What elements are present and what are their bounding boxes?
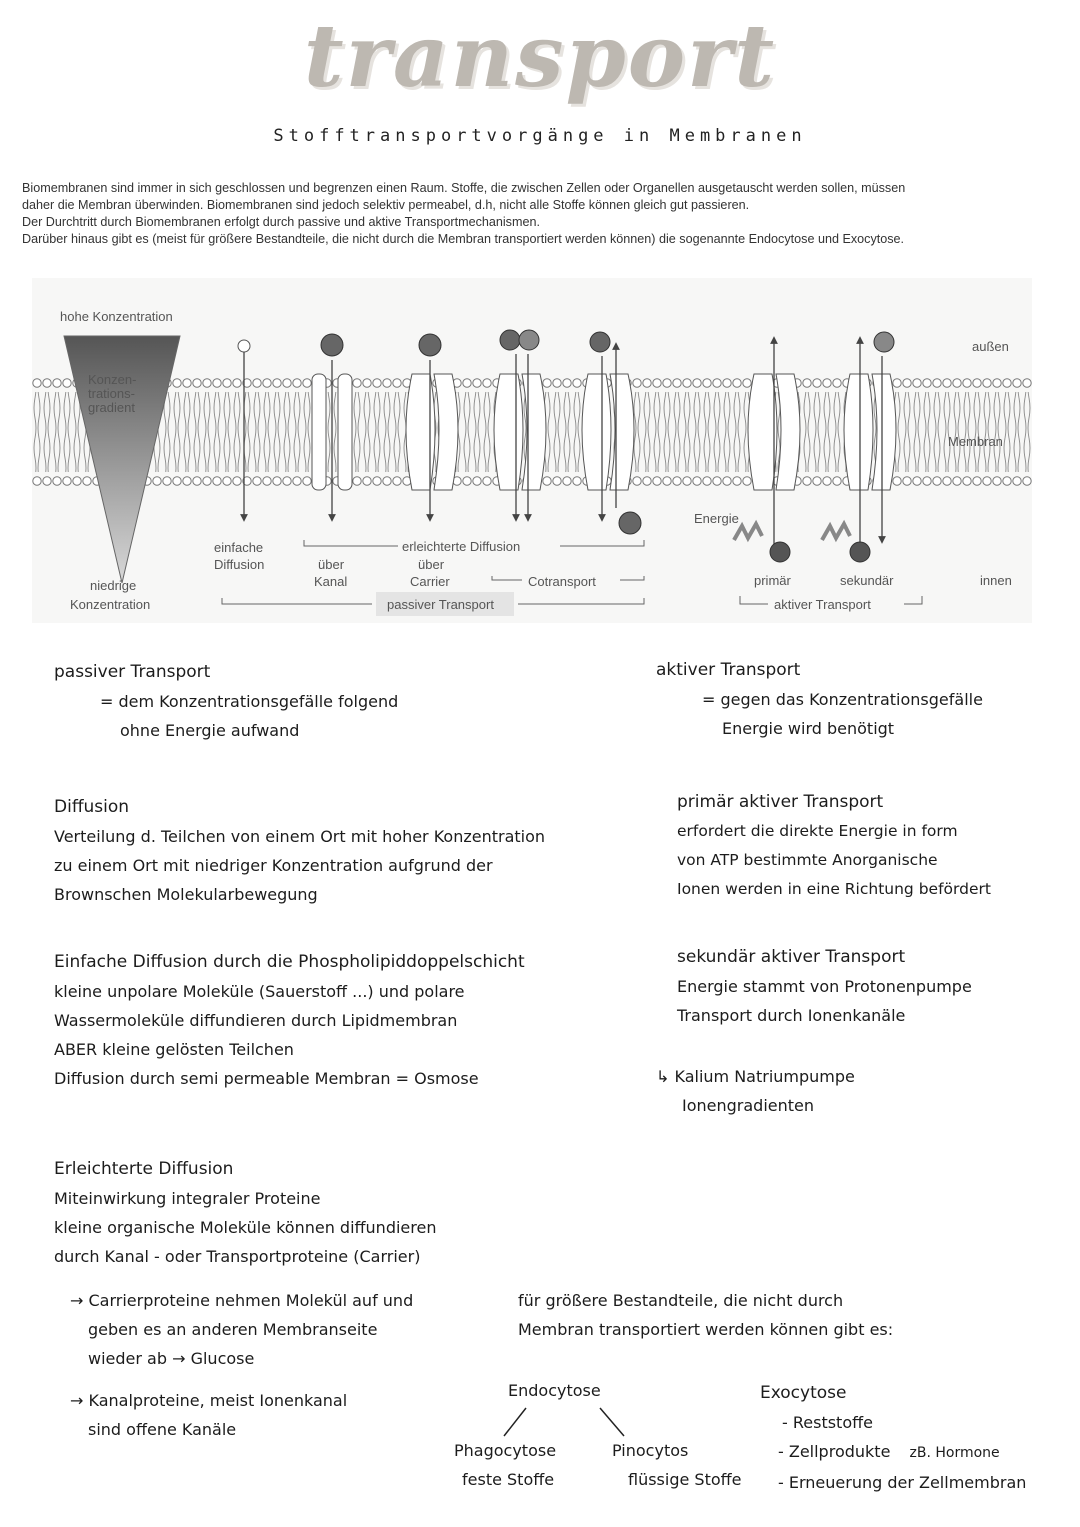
small-molecule-icon xyxy=(238,340,250,352)
label-gradient-2: trations- xyxy=(88,386,135,401)
intro-line: daher die Membran überwinden. Biomembranen sind jedoch selektiv permeabel, d.h, nicht alle Stoffe können gleich gut passieren. xyxy=(22,198,750,212)
endocytose-title: Endocytose xyxy=(508,1381,601,1400)
exocytose-example: zB. Hormone xyxy=(909,1445,1000,1461)
erleichterte-title: Erleichterte Diffusion xyxy=(54,1159,234,1179)
phagocytose-sub: feste Stoffe xyxy=(462,1470,555,1489)
groesser-line: für größere Bestandteile, die nicht durch xyxy=(518,1291,844,1310)
membrane-diagram xyxy=(32,278,1032,623)
aktiv-title: aktiver Transport xyxy=(656,660,801,680)
carrier-line: geben es an anderen Membranseite xyxy=(88,1320,378,1339)
einfache-section xyxy=(54,948,525,1093)
erleichterte-line: kleine organische Moleküle können diffundieren xyxy=(54,1218,437,1237)
primaer-line: erfordert die direkte Energie in form xyxy=(677,822,958,840)
label-gradient-3: gradient xyxy=(88,400,135,415)
label-membran: Membran xyxy=(948,434,1003,449)
sekundaer-title: sekundär aktiver Transport xyxy=(677,947,906,967)
exocytose-section xyxy=(760,1379,1026,1497)
sekundaer-line: Transport durch Ionenkanäle xyxy=(677,1006,906,1025)
label-erleichterte-diffusion: erleichterte Diffusion xyxy=(402,539,521,554)
exocytose-item: - Erneuerung der Zellmembran xyxy=(778,1473,1027,1492)
sekundaer-section xyxy=(677,943,972,1030)
pinocytose-section xyxy=(612,1436,742,1494)
label-aussen: außen xyxy=(972,339,1009,354)
energy-label: Energie xyxy=(694,511,739,526)
groesser-line: Membran transportiert werden können gibt es: xyxy=(518,1320,894,1339)
pinocytose-label: Pinocytos xyxy=(612,1441,689,1460)
molecule-icon xyxy=(419,334,441,356)
kalium-line: Ionengradienten xyxy=(682,1096,815,1115)
passiv-title: passiver Transport xyxy=(54,662,211,682)
primaer-title: primär aktiver Transport xyxy=(677,792,884,812)
endocytose-branches xyxy=(490,1404,640,1438)
erleichterte-line: durch Kanal - oder Transportproteine (Carrier) xyxy=(54,1247,421,1266)
einfache-line: kleine unpolare Moleküle (Sauerstoff ...) und polare xyxy=(54,982,465,1001)
label-hohe-konzentration: hohe Konzentration xyxy=(60,309,173,324)
kanal-section xyxy=(70,1386,347,1444)
label-primaer: primär xyxy=(754,573,791,588)
carrier-line: wieder ab → Glucose xyxy=(88,1349,255,1368)
exocytose-item-text: - Zellprodukte xyxy=(778,1442,891,1461)
label-sekundaer: sekundär xyxy=(840,573,894,588)
label-innen: innen xyxy=(980,573,1012,588)
aktiv-section xyxy=(656,656,983,743)
passiv-section xyxy=(54,658,398,745)
label-ueber-carrier-2: Carrier xyxy=(410,574,450,589)
phagocytose-section xyxy=(454,1436,556,1494)
pinocytose-sub: flüssige Stoffe xyxy=(628,1470,742,1489)
kanal-line: → Kanalproteine, meist Ionenkanal xyxy=(70,1391,348,1410)
primaer-line: Ionen werden in eine Richtung befördert xyxy=(677,880,991,898)
label-aktiver-transport: aktiver Transport xyxy=(774,597,871,612)
diffusion-line: zu einem Ort mit niedriger Konzentration aufgrund der xyxy=(54,856,493,875)
sekundaer-line: Energie stammt von Protonenpumpe xyxy=(677,977,972,996)
einfache-title: Einfache Diffusion durch die Phospholipiddoppelschicht xyxy=(54,952,525,972)
label-ueber-carrier-1: über xyxy=(418,557,445,572)
label-niedrige: niedrige xyxy=(90,578,137,593)
label-einfache: einfache xyxy=(214,540,264,555)
primaer-section xyxy=(677,788,991,904)
page-title: transport xyxy=(303,6,777,107)
label-ueber-kanal-2: Kanal xyxy=(314,574,348,589)
phagocytose-label: Phagocytose xyxy=(454,1441,557,1460)
carrier-line: → Carrierproteine nehmen Molekül auf und xyxy=(70,1291,414,1310)
passiv-line: ohne Energie aufwand xyxy=(120,721,300,740)
exocytose-title: Exocytose xyxy=(760,1383,847,1403)
exocytose-item xyxy=(760,1437,1026,1468)
kalium-line: ↳ Kalium Natriumpumpe xyxy=(656,1067,855,1086)
carrier-section xyxy=(70,1286,413,1373)
einfache-line: Wassermoleküle diffundieren durch Lipidmembran xyxy=(54,1011,458,1030)
diffusion-line: Brownschen Molekularbewegung xyxy=(54,885,318,904)
label-cotransport: Cotransport xyxy=(528,574,596,589)
label-ueber-kanal-1: über xyxy=(318,557,345,572)
intro-line: Darüber hinaus gibt es (meist für größere Bestandteile, die nicht durch die Membran transportiert werden können) die sogenannte Endocytose und Exocytose. xyxy=(22,232,905,246)
passiv-line: = dem Konzentrationsgefälle folgend xyxy=(100,692,399,711)
exocytose-item: - Reststoffe xyxy=(782,1413,873,1432)
intro-paragraph xyxy=(22,180,1072,248)
erleichterte-line: Miteinwirkung integraler Proteine xyxy=(54,1189,321,1208)
page-subtitle: Stofftransportvorgänge in Membranen xyxy=(273,126,807,146)
intro-line: Der Durchtritt durch Biomembranen erfolgt durch passive und aktive Transportmechanismen. xyxy=(22,215,540,229)
groesser-section xyxy=(518,1286,893,1344)
diffusion-section xyxy=(54,793,545,909)
kanal-line: sind offene Kanäle xyxy=(88,1420,237,1439)
einfache-line: ABER kleine gelösten Teilchen xyxy=(54,1040,294,1059)
intro-line: Biomembranen sind immer in sich geschlossen und begrenzen einen Raum. Stoffe, die zwischen Zellen oder Organellen ausgetauscht werden sollen, müssen xyxy=(22,181,906,195)
erleichterte-section xyxy=(54,1155,436,1271)
kalium-section xyxy=(656,1062,855,1120)
label-diffusion: Diffusion xyxy=(214,557,265,572)
primaer-line: von ATP bestimmte Anorganische xyxy=(677,851,938,869)
diffusion-line: Verteilung d. Teilchen von einem Ort mit hoher Konzentration xyxy=(54,827,546,846)
molecule-icon xyxy=(321,334,343,356)
einfache-line: Diffusion durch semi permeable Membran = Osmose xyxy=(54,1069,479,1088)
label-passiver-transport: passiver Transport xyxy=(387,597,494,612)
diffusion-title: Diffusion xyxy=(54,797,130,817)
aktiv-line: = gegen das Konzentrationsgefälle xyxy=(702,690,983,709)
label-konzentration: Konzentration xyxy=(70,597,151,612)
label-gradient-1: Konzen- xyxy=(88,372,137,387)
aktiv-line: Energie wird benötigt xyxy=(722,719,895,738)
